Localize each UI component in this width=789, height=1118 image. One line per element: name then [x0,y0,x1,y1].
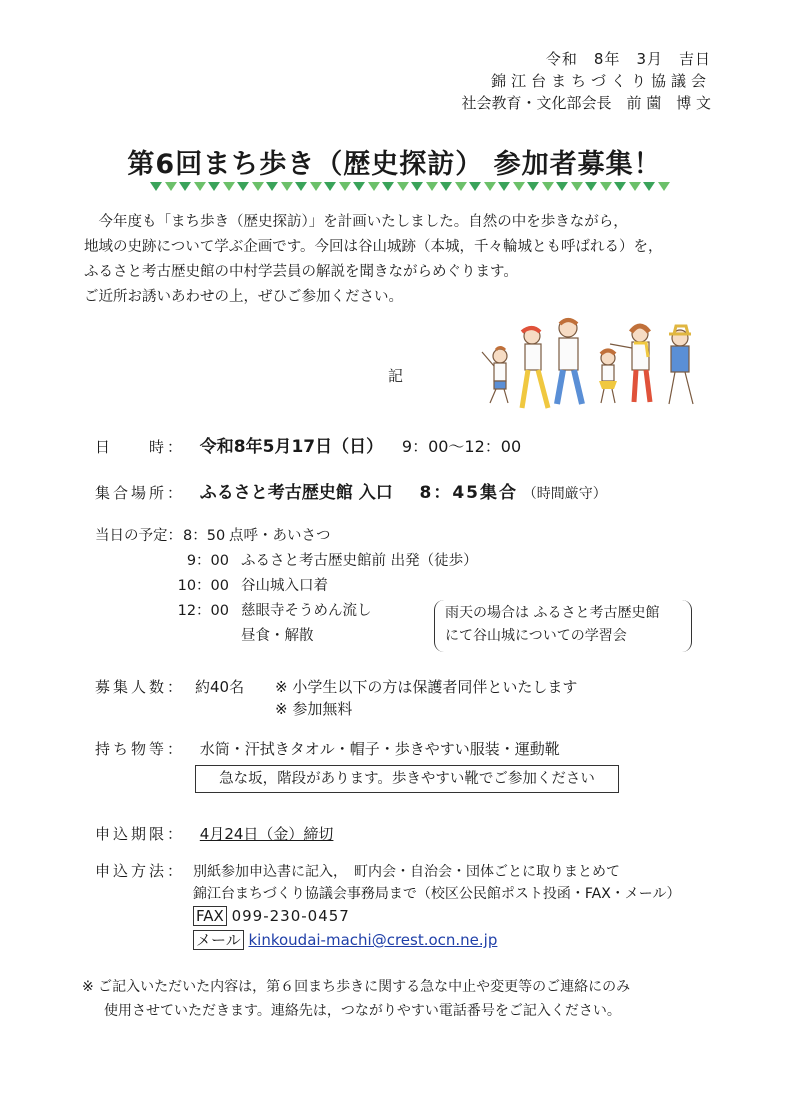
fax-number: 099-230-0457 [231,907,350,925]
meeting-place: ふるさと考古歴史館 入口 [199,483,393,503]
triangle-icon [353,182,365,191]
capacity-note: ※ 小学生以下の方は保護者同伴といたします [275,678,578,696]
footnote-line: 使用させていただきます。連絡先は，つながりやすい電話番号をご記入ください。 [104,1003,621,1019]
ki-heading: 記 [388,367,404,385]
footnote [82,975,630,1023]
schedule-text: ふるさと考古歴史館前 出発（徒歩） [241,553,478,569]
deadline-row [95,823,333,844]
triangle-icon [498,182,510,191]
schedule-time: 9：00 [186,553,229,569]
schedule-text: 慈眼寺そうめん流し [241,603,372,619]
meeting-note: （時間厳守） [522,486,607,502]
triangle-icon [556,182,568,191]
triangle-icon [455,182,467,191]
triangle-icon [527,182,539,191]
meeting-time: 8：45集合 [419,483,518,503]
triangle-icon [150,182,162,191]
signer-name: 社会教育・文化部会長 前 薗 博 文 [461,94,711,112]
warning-box: 急な坂，階段があります。歩きやすい靴でご参加ください [195,765,619,793]
triangle-icon [411,182,423,191]
schedule-time: 12：00 [177,603,229,619]
triangle-icon [295,182,307,191]
mail-label: メール [193,930,244,950]
method-line: 錦江台まちづくり協議会事務局まで（校区公民館ポスト投函・FAX・メール） [193,886,681,902]
triangle-divider [150,182,670,194]
rain-note-box [434,600,692,652]
rain-note-line: 雨天の場合は ふるさと考古歴史館 [445,605,660,621]
deadline-label: 申込期限： [95,825,186,843]
intro-line: ふるさと考古歴史館の中村学芸員の解説を聞きながらめぐります。 [84,264,518,280]
schedule-time: 8：50 [183,528,226,544]
triangle-icon [266,182,278,191]
triangle-icon [614,182,626,191]
fax-label: FAX [193,906,227,926]
triangle-icon [397,182,409,191]
capacity-note: ※ 参加無料 [275,700,353,718]
triangle-icon [310,182,322,191]
family-walking-illustration [470,312,710,412]
triangle-icon [600,182,612,191]
triangle-icon [179,182,191,191]
triangle-icon [585,182,597,191]
header-block [461,48,711,114]
method-line: 別紙参加申込書に記入， 町内会・自治会・団体ごとに取りまとめて [193,864,620,880]
meeting-row [95,478,607,503]
footnote-line: ※ ご記入いただいた内容は，第６回まち歩きに関する急な中止や変更等のご連絡にのみ [82,979,631,995]
triangle-icon [368,182,380,191]
triangle-icon [281,182,293,191]
triangle-icon [208,182,220,191]
triangle-icon [324,182,336,191]
belongings-row [95,738,560,759]
deadline-value: 4月24日（金）締切 [199,825,334,843]
triangle-icon [382,182,394,191]
belongings-value: 水筒・汗拭きタオル・帽子・歩きやすい服装・運動靴 [199,740,560,758]
triangle-icon [629,182,641,191]
triangle-icon [426,182,438,191]
schedule-label: 当日の予定： [95,528,182,544]
datetime-label: 日 時： [95,438,186,456]
triangle-icon [339,182,351,191]
intro-paragraph [84,210,724,310]
schedule [95,524,478,649]
rain-note-line: にて谷山城についての学習会 [445,628,627,644]
intro-line: 今年度も「まち歩き（歴史探訪）」を計画いたしました。自然の中を歩きながら， [98,214,628,230]
capacity-value: 約40名 [195,678,245,696]
method-label: 申込方法： [95,862,186,880]
organization-name: 錦江台まちづくり協議会 [491,72,711,90]
triangle-icon [194,182,206,191]
intro-line: ご近所お誘いあわせの上，ぜひご参加ください。 [84,289,403,305]
triangle-icon [643,182,655,191]
schedule-text: 昼食・解散 [241,628,314,644]
email-link[interactable]: kinkoudai-machi@crest.ocn.ne.jp [248,931,498,949]
triangle-icon [440,182,452,191]
method-row [95,860,681,951]
meeting-label: 集合場所： [95,484,186,502]
event-time: 9：00〜12：00 [401,437,522,456]
triangle-icon [513,182,525,191]
belongings-label: 持ち物等： [95,740,186,758]
schedule-text: 点呼・あいさつ [229,528,331,544]
triangle-icon [542,182,554,191]
capacity-row [95,676,577,720]
schedule-text: 谷山城入口着 [241,578,328,594]
issue-date: 令和 8年 3月 吉日 [545,50,711,68]
triangle-icon [165,182,177,191]
triangle-icon [484,182,496,191]
triangle-icon [658,182,670,191]
triangle-icon [237,182,249,191]
event-date: 令和8年5月17日（日） [199,437,384,457]
intro-line: 地域の史跡について学ぶ企画です。今回は谷山城跡（本城，千々輪城とも呼ばれる）を， [84,239,663,255]
page-title: 第6回まち歩き（歴史探訪） 参加者募集！ [127,149,662,180]
triangle-icon [252,182,264,191]
capacity-label: 募集人数： [95,678,186,696]
datetime-row [95,432,521,457]
triangle-icon [223,182,235,191]
triangle-icon [571,182,583,191]
triangle-icon [469,182,481,191]
schedule-time: 10：00 [177,578,229,594]
